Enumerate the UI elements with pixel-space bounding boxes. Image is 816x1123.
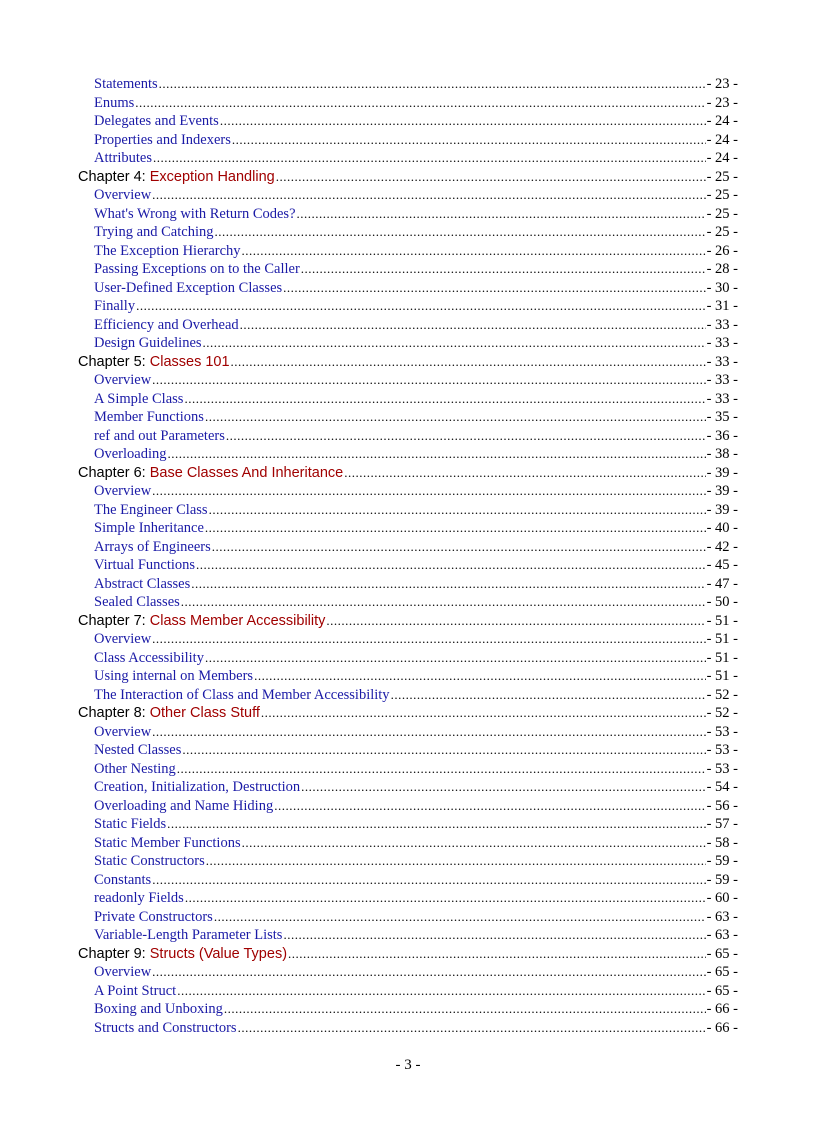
toc-page-number: - 53 - bbox=[706, 742, 738, 758]
table-of-contents bbox=[78, 76, 738, 1038]
toc-page-number: - 33 - bbox=[706, 372, 738, 388]
toc-section-link[interactable] bbox=[78, 835, 738, 854]
toc-page-number: - 33 - bbox=[706, 335, 738, 351]
chapter-title: Exception Handling bbox=[149, 168, 275, 185]
page-number: - 3 - bbox=[395, 1057, 421, 1073]
toc-page-number: - 52 - bbox=[706, 686, 738, 703]
toc-page-number: - 65 - bbox=[706, 945, 738, 962]
toc-entry-title: Efficiency and Overhead bbox=[94, 316, 239, 333]
toc-section-link[interactable] bbox=[78, 816, 738, 835]
dot-leader bbox=[238, 1020, 706, 1037]
chapter-title: Structs (Value Types) bbox=[149, 945, 288, 962]
toc-entry-title: A Point Struct bbox=[94, 982, 177, 999]
toc-entry-title: The Interaction of Class and Member Accessibility bbox=[94, 686, 390, 703]
toc-entry-title: What's Wrong with Return Codes? bbox=[94, 205, 296, 222]
dot-leader bbox=[231, 354, 706, 370]
toc-page-number: - 47 - bbox=[706, 575, 738, 592]
toc-section-link[interactable] bbox=[78, 428, 738, 447]
dot-leader bbox=[212, 539, 706, 556]
toc-page-number: - 24 - bbox=[706, 113, 738, 129]
toc-section-link[interactable] bbox=[78, 650, 738, 669]
toc-entry-title: Virtual Functions bbox=[94, 557, 196, 573]
toc-section-link[interactable] bbox=[78, 409, 738, 428]
toc-entry-title: Overloading and Name Hiding bbox=[94, 797, 274, 814]
dot-leader bbox=[214, 909, 706, 926]
dot-leader bbox=[153, 150, 706, 167]
toc-entry-title: Constants bbox=[94, 871, 152, 888]
toc-section-link[interactable] bbox=[78, 724, 738, 743]
toc-page-number: - 51 - bbox=[706, 649, 738, 666]
toc-page-number: - 25 - bbox=[706, 205, 738, 222]
toc-section-link[interactable] bbox=[78, 520, 738, 539]
dot-leader bbox=[326, 613, 705, 629]
dot-leader bbox=[152, 372, 705, 389]
toc-page-number: - 38 - bbox=[706, 446, 738, 462]
toc-section-link[interactable] bbox=[78, 1020, 738, 1039]
dot-leader bbox=[240, 317, 706, 334]
toc-entry-title: Overview bbox=[94, 723, 152, 740]
toc-entry-title: Overview bbox=[94, 187, 152, 203]
toc-entry-title: User-Defined Exception Classes bbox=[94, 279, 283, 296]
toc-entry-title: Passing Exceptions on to the Caller bbox=[94, 261, 300, 277]
toc-section-link[interactable] bbox=[78, 890, 738, 909]
toc-page-number: - 53 - bbox=[706, 723, 738, 740]
dot-leader bbox=[288, 946, 706, 962]
dot-leader bbox=[274, 798, 705, 815]
dot-leader bbox=[261, 705, 706, 721]
toc-entry-title: Abstract Classes bbox=[94, 575, 191, 592]
toc-page-number: - 45 - bbox=[706, 557, 738, 573]
chapter-label: Chapter 9: bbox=[78, 945, 150, 962]
toc-section-link[interactable] bbox=[78, 779, 738, 798]
dot-leader bbox=[181, 594, 706, 611]
dot-leader bbox=[152, 872, 705, 889]
dot-leader bbox=[185, 890, 706, 907]
toc-entry-title: Static Constructors bbox=[94, 853, 205, 869]
toc-section-link[interactable] bbox=[78, 872, 738, 891]
dot-leader bbox=[167, 816, 705, 833]
dot-leader bbox=[301, 779, 705, 796]
toc-section-link[interactable] bbox=[78, 95, 738, 114]
dot-leader bbox=[152, 964, 705, 981]
toc-section-link[interactable] bbox=[78, 298, 738, 317]
toc-entry-title bbox=[78, 946, 287, 962]
toc-entry-title: Member Functions bbox=[94, 409, 204, 425]
toc-page-number: - 63 - bbox=[706, 927, 738, 943]
toc-section-link[interactable] bbox=[78, 576, 738, 595]
dot-leader bbox=[177, 761, 706, 778]
toc-section-link[interactable] bbox=[78, 964, 738, 983]
dot-leader bbox=[226, 428, 706, 445]
toc-section-link[interactable] bbox=[78, 243, 738, 262]
toc-section-link[interactable] bbox=[78, 983, 738, 1002]
toc-section-link[interactable] bbox=[78, 261, 738, 280]
toc-page-number: - 51 - bbox=[706, 668, 738, 684]
toc-section-link[interactable] bbox=[78, 391, 738, 410]
dot-leader bbox=[205, 520, 706, 537]
chapter-label: Chapter 6: bbox=[78, 464, 150, 481]
dot-leader bbox=[152, 187, 705, 204]
dot-leader bbox=[152, 724, 705, 741]
toc-page-number: - 51 - bbox=[706, 631, 738, 647]
toc-entry-title: Statements bbox=[94, 76, 158, 92]
toc-entry-title: Static Member Functions bbox=[94, 834, 241, 851]
toc-page-number: - 24 - bbox=[706, 131, 738, 148]
toc-entry-title: Enums bbox=[94, 94, 135, 111]
toc-page-number: - 57 - bbox=[706, 816, 738, 832]
toc-page-number: - 33 - bbox=[706, 353, 738, 370]
toc-entry-title: The Exception Hierarchy bbox=[94, 242, 241, 259]
toc-page-number: - 23 - bbox=[706, 76, 738, 92]
toc-chapter-entry[interactable] bbox=[78, 465, 738, 484]
dot-leader bbox=[136, 298, 705, 315]
toc-page-number: - 56 - bbox=[706, 797, 738, 814]
toc-section-link[interactable] bbox=[78, 446, 738, 465]
toc-page-number: - 42 - bbox=[706, 538, 738, 555]
dot-leader bbox=[301, 261, 706, 278]
toc-section-link[interactable] bbox=[78, 76, 738, 95]
toc-entry-title: Overview bbox=[94, 372, 152, 388]
toc-entry-title: Design Guidelines bbox=[94, 335, 202, 351]
toc-section-link[interactable] bbox=[78, 909, 738, 928]
toc-section-link[interactable] bbox=[78, 372, 738, 391]
dot-leader bbox=[206, 853, 706, 870]
chapter-title: Class Member Accessibility bbox=[149, 612, 326, 629]
dot-leader bbox=[203, 335, 706, 352]
toc-section-link[interactable] bbox=[78, 502, 738, 521]
toc-page-number: - 39 - bbox=[706, 501, 738, 518]
toc-section-link[interactable] bbox=[78, 798, 738, 817]
toc-entry-title: Overloading bbox=[94, 446, 167, 462]
dot-leader bbox=[391, 687, 706, 704]
toc-section-link[interactable] bbox=[78, 280, 738, 299]
dot-leader bbox=[205, 409, 706, 426]
toc-entry-title bbox=[78, 705, 260, 721]
toc-section-link[interactable] bbox=[78, 113, 738, 132]
toc-entry-title: Boxing and Unboxing bbox=[94, 1001, 223, 1017]
toc-page-number: - 59 - bbox=[706, 871, 738, 888]
toc-page-number: - 36 - bbox=[706, 427, 738, 444]
dot-leader bbox=[167, 446, 705, 463]
toc-entry-title: Delegates and Events bbox=[94, 113, 219, 129]
toc-section-link[interactable] bbox=[78, 317, 738, 336]
toc-section-link[interactable] bbox=[78, 761, 738, 780]
toc-entry-title: Structs and Constructors bbox=[94, 1019, 237, 1036]
dot-leader bbox=[184, 391, 705, 408]
toc-entry-title: Finally bbox=[94, 298, 136, 314]
chapter-title: Base Classes And Inheritance bbox=[149, 464, 344, 481]
dot-leader bbox=[224, 1001, 706, 1018]
toc-chapter-entry[interactable] bbox=[78, 169, 738, 188]
chapter-label: Chapter 5: bbox=[78, 353, 150, 370]
toc-page-number: - 39 - bbox=[706, 483, 738, 499]
dot-leader bbox=[254, 668, 706, 685]
toc-section-link[interactable] bbox=[78, 927, 738, 946]
toc-page-number: - 30 - bbox=[706, 279, 738, 296]
dot-leader bbox=[344, 465, 705, 481]
toc-entry-title: readonly Fields bbox=[94, 890, 184, 906]
toc-page-number: - 54 - bbox=[706, 779, 738, 795]
toc-page-number: - 25 - bbox=[706, 224, 738, 240]
toc-page-number: - 26 - bbox=[706, 242, 738, 259]
dot-leader bbox=[283, 927, 705, 944]
dot-leader bbox=[209, 502, 706, 519]
dot-leader bbox=[159, 76, 706, 93]
toc-section-link[interactable] bbox=[78, 742, 738, 761]
toc-section-link[interactable] bbox=[78, 150, 738, 169]
dot-leader bbox=[177, 983, 705, 1000]
toc-page-number: - 25 - bbox=[706, 168, 738, 185]
dot-leader bbox=[242, 243, 706, 260]
toc-page-number: - 31 - bbox=[706, 298, 738, 314]
chapter-title: Classes 101 bbox=[149, 353, 230, 370]
chapter-title: Other Class Stuff bbox=[149, 705, 260, 721]
toc-page-number: - 60 - bbox=[706, 890, 738, 906]
toc-chapter-entry[interactable] bbox=[78, 354, 738, 373]
toc-page-number: - 33 - bbox=[706, 390, 738, 407]
toc-chapter-entry[interactable] bbox=[78, 705, 738, 724]
toc-entry-title: Other Nesting bbox=[94, 760, 176, 777]
chapter-label: Chapter 7: bbox=[78, 612, 150, 629]
toc-entry-title: Static Fields bbox=[94, 816, 167, 832]
toc-section-link[interactable] bbox=[78, 1001, 738, 1020]
toc-page-number: - 53 - bbox=[706, 760, 738, 777]
dot-leader bbox=[152, 483, 705, 500]
chapter-label: Chapter 4: bbox=[78, 168, 150, 185]
toc-chapter-entry[interactable] bbox=[78, 613, 738, 632]
dot-leader bbox=[283, 280, 705, 297]
toc-chapter-entry[interactable] bbox=[78, 946, 738, 965]
toc-entry-title: Simple Inheritance bbox=[94, 520, 204, 536]
toc-section-link[interactable] bbox=[78, 483, 738, 502]
toc-entry-title: Class Accessibility bbox=[94, 649, 204, 666]
dot-leader bbox=[276, 169, 706, 185]
dot-leader bbox=[232, 132, 706, 149]
toc-entry-title: Overview bbox=[94, 483, 152, 499]
dot-leader bbox=[297, 206, 706, 223]
toc-page-number: - 23 - bbox=[706, 94, 738, 111]
toc-section-link[interactable] bbox=[78, 539, 738, 558]
toc-section-link[interactable] bbox=[78, 206, 738, 225]
toc-entry-title: ref and out Parameters bbox=[94, 427, 225, 444]
toc-page-number: - 58 - bbox=[706, 834, 738, 851]
toc-entry-title bbox=[78, 613, 325, 629]
toc-entry-title bbox=[78, 354, 230, 370]
toc-page-number: - 65 - bbox=[706, 964, 738, 980]
toc-entry-title: Variable-Length Parameter Lists bbox=[94, 927, 283, 943]
toc-page-number: - 65 - bbox=[706, 982, 738, 999]
toc-page-number: - 66 - bbox=[706, 1019, 738, 1036]
toc-entry-title bbox=[78, 169, 275, 185]
toc-entry-title: Sealed Classes bbox=[94, 594, 180, 610]
toc-section-link[interactable] bbox=[78, 594, 738, 613]
toc-page-number: - 35 - bbox=[706, 409, 738, 425]
toc-section-link[interactable] bbox=[78, 687, 738, 706]
toc-entry-title: Private Constructors bbox=[94, 908, 213, 925]
dot-leader bbox=[135, 95, 705, 112]
toc-section-link[interactable] bbox=[78, 335, 738, 354]
toc-entry-title: Trying and Catching bbox=[94, 224, 214, 240]
dot-leader bbox=[152, 631, 705, 648]
toc-page-number: - 28 - bbox=[706, 261, 738, 277]
dot-leader bbox=[196, 557, 706, 574]
toc-section-link[interactable] bbox=[78, 631, 738, 650]
toc-section-link[interactable] bbox=[78, 557, 738, 576]
dot-leader bbox=[191, 576, 705, 593]
toc-section-link[interactable] bbox=[78, 224, 738, 243]
toc-page-number: - 40 - bbox=[706, 520, 738, 536]
toc-entry-title: Properties and Indexers bbox=[94, 131, 231, 148]
toc-entry-title: Creation, Initialization, Destruction bbox=[94, 779, 301, 795]
dot-leader bbox=[205, 650, 706, 667]
dot-leader bbox=[182, 742, 705, 759]
toc-page-number: - 66 - bbox=[706, 1001, 738, 1017]
dot-leader bbox=[220, 113, 706, 130]
toc-page-number: - 59 - bbox=[706, 853, 738, 869]
toc-page-number: - 52 - bbox=[706, 705, 738, 721]
toc-entry-title: Nested Classes bbox=[94, 742, 182, 758]
toc-entry-title: A Simple Class bbox=[94, 390, 184, 407]
toc-page-number: - 51 - bbox=[706, 612, 738, 629]
toc-entry-title: Overview bbox=[94, 964, 152, 980]
toc-entry-title: The Engineer Class bbox=[94, 501, 208, 518]
dot-leader bbox=[242, 835, 706, 852]
toc-entry-title: Attributes bbox=[94, 150, 152, 166]
toc-entry-title bbox=[78, 465, 343, 481]
toc-entry-title: Using internal on Members bbox=[94, 668, 254, 684]
toc-page-number: - 24 - bbox=[706, 150, 738, 166]
dot-leader bbox=[215, 224, 706, 241]
toc-section-link[interactable] bbox=[78, 132, 738, 151]
toc-page-number: - 39 - bbox=[706, 464, 738, 481]
toc-page-number: - 25 - bbox=[706, 187, 738, 203]
chapter-label: Chapter 8: bbox=[78, 705, 150, 721]
toc-entry-title: Overview bbox=[94, 631, 152, 647]
toc-page-number: - 63 - bbox=[706, 908, 738, 925]
toc-section-link[interactable] bbox=[78, 668, 738, 687]
toc-page-number: - 33 - bbox=[706, 316, 738, 333]
toc-page-number: - 50 - bbox=[706, 594, 738, 610]
toc-section-link[interactable] bbox=[78, 187, 738, 206]
toc-section-link[interactable] bbox=[78, 853, 738, 872]
toc-entry-title: Arrays of Engineers bbox=[94, 538, 211, 555]
